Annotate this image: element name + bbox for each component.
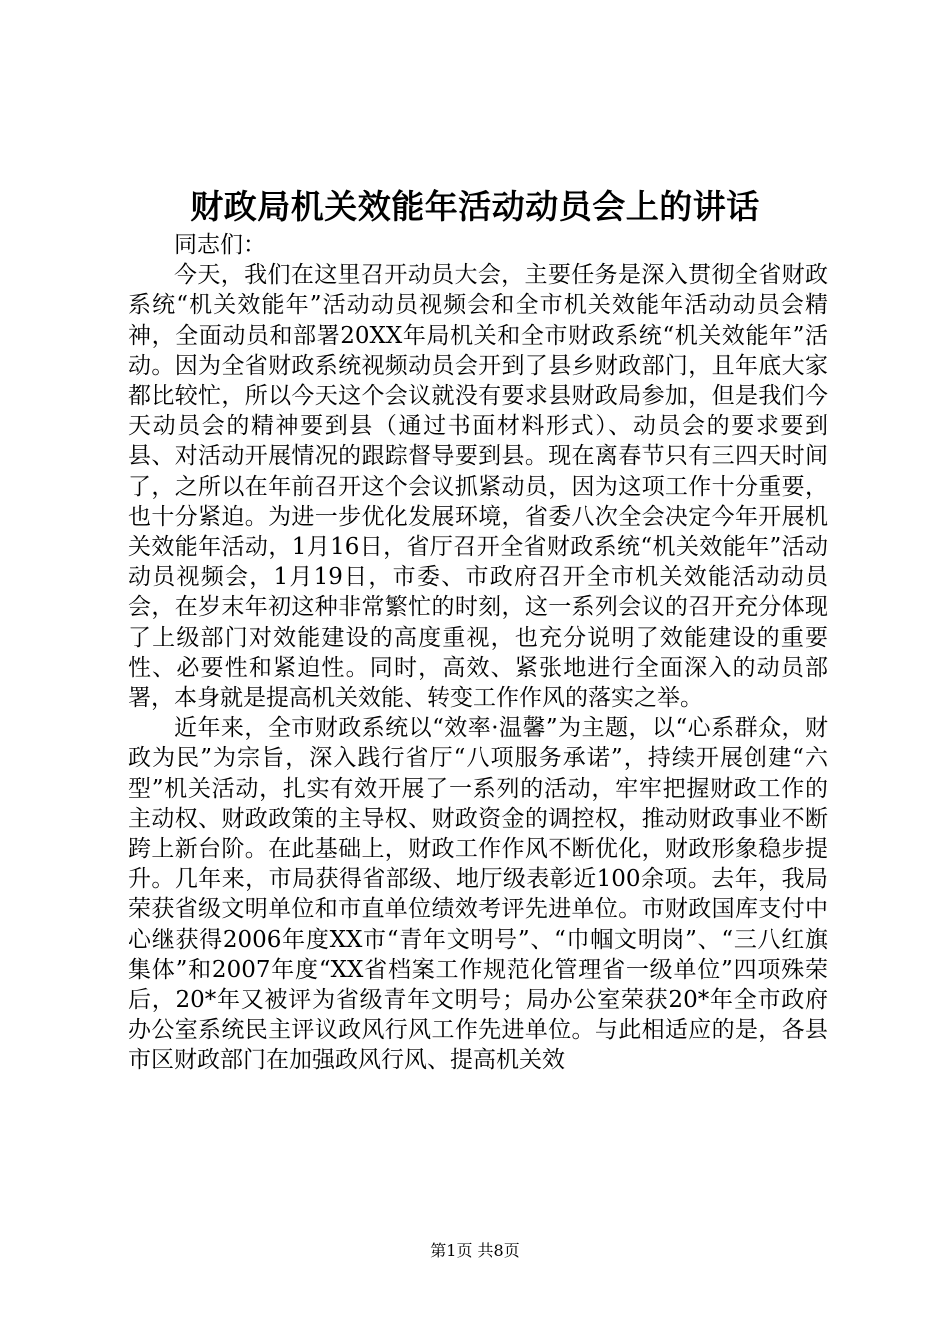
paragraph: 近年来，全市财政系统以“效率·温馨”为主题，以“心系群众，财政为民”为宗旨，深入践行省厅“八项服务承诺”，持续开展创建“六型”机关活动，扎实有效开展了一系列的活动，牢牢把握财政工作的主动权、财政政策的主导权、财政资金的调控权，推动财政事业不断跨上新台阶。在此基础上，财政工作作风不断优化，财政形象稳步提升。几年来，市局获得省部级、地厅级表彰近100余项。去年，我局荣获省级文明单位和市直单位绩效考评先进单位。市财政国库支付中心继获得2006年度XX市“青年文明号”、“巾帼文明岗”、“三八红旗集体”和2007年度“XX省档案工作规范化管理省一级单位”四项殊荣后，20*年又被评为省级青年文明号；局办公室荣获20*年全市政府办公室系统民主评议政风行风工作先进单位。与此相适应的是，各县市区财政部门在加强政风行风、提高机关效 [128,715,828,1074]
document-body [128,230,828,1076]
document-title: 财政局机关效能年活动动员会上的讲话 [190,187,760,226]
salutation: 同志们： [174,232,266,258]
page-footer: 第1页 共8页 [430,1241,520,1260]
paragraph: 今天，我们在这里召开动员大会，主要任务是深入贯彻全省财政系统“机关效能年”活动动员视频会和全市机关效能年活动动员会精神，全面动员和部署20XX年局机关和全市财政系统“机关效能年”活动。因为全省财政系统视频动员会开到了县乡财政部门，且年底大家都比较忙，所以今天这个会议就没有要求县财政局参加，但是我们今天动员会的精神要到县（通过书面材料形式）、动员会的要求要到县、对活动开展情况的跟踪督导要到县。现在离春节只有三四天时间了，之所以在年前召开这个会议抓紧动员，因为这项工作十分重要，也十分紧迫。为进一步优化发展环境，省委八次全会决定今年开展机关效能年活动，1月16日，省厅召开全省财政系统“机关效能年”活动动员视频会，1月19日，市委、市政府召开全市机关效能活动动员会，在岁末年初这种非常繁忙的时刻，这一系列会议的召开充分体现了上级部门对效能建设的高度重视，也充分说明了效能建设的重要性、必要性和紧迫性。同时，高效、紧张地进行全面深入的动员部署，本身就是提高机关效能、转变工作作风的落实之举。 [128,262,828,712]
